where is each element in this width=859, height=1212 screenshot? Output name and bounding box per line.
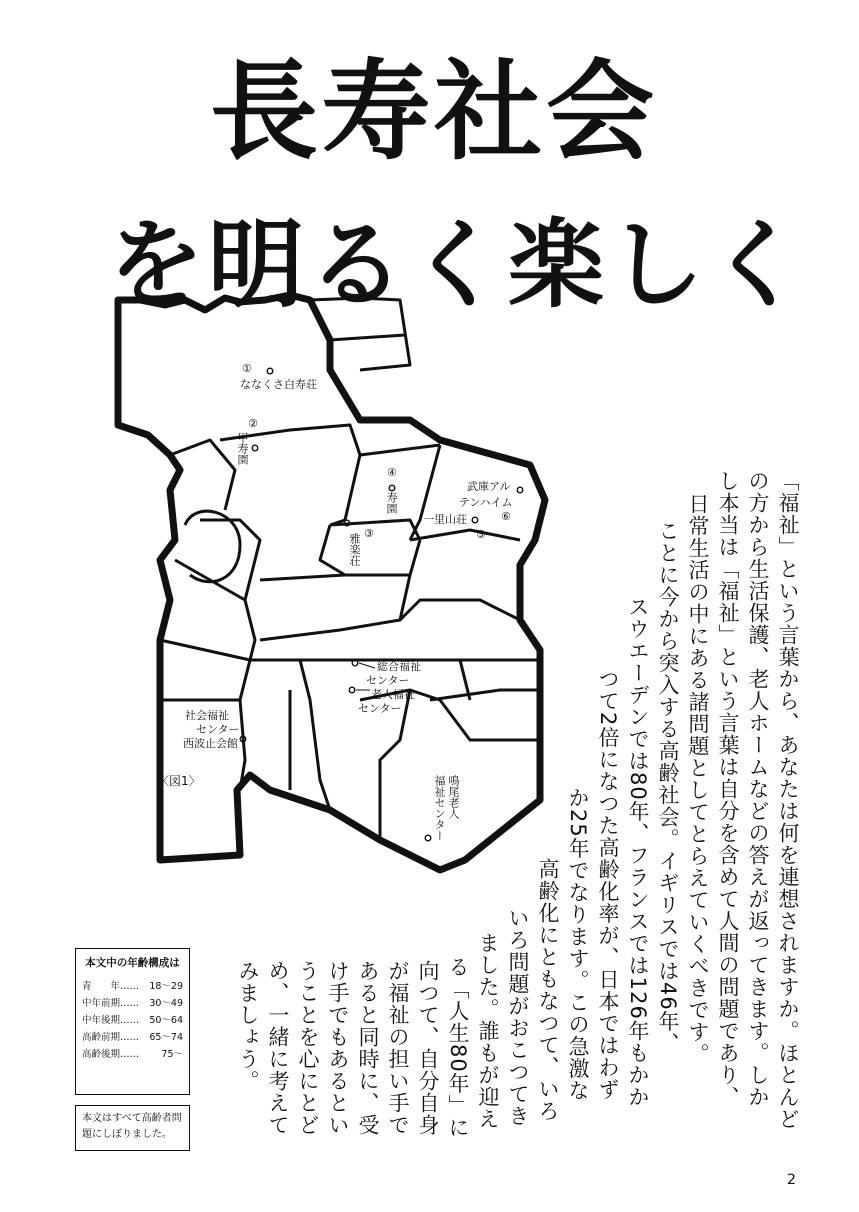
article-column: つて2倍になつた高齢化率が、日本ではわず <box>596 668 620 1101</box>
article-column: スウエーデンでは80年、フランスでは126年もかか <box>626 596 650 1108</box>
place-1-number: ① <box>242 362 252 375</box>
page-number: 2 <box>787 1172 796 1188</box>
elderly-welfare-center-line-2: センター <box>358 702 402 715</box>
map-district-lines <box>160 298 540 840</box>
article-column: し本当は「福祉」という言葉は自分を含めて人間の問題であり、 <box>716 470 740 1108</box>
note-box: 本文はすべて高齢者問題にしぼりました。 <box>75 1105 190 1151</box>
place-3-name: 雅楽荘 <box>348 533 361 566</box>
article-column: 高齢化にともなつて、いろ <box>536 858 560 1122</box>
place-2-name: 甲寿園 <box>236 432 249 465</box>
place-5-number: ⑤ <box>476 528 486 541</box>
naruo-center-line-2: 福祉センター <box>433 775 446 841</box>
place-4-number: ④ <box>387 466 397 479</box>
age-row-label: 高齢前期…… <box>82 1032 140 1043</box>
elderly-welfare-center-line-1: 老人福祉 <box>371 688 415 701</box>
place-6-name-line-2: テンハイム <box>459 496 513 509</box>
age-row <box>82 978 183 995</box>
place-1-name: ななくさ白寿荘 <box>240 378 317 391</box>
age-row <box>82 995 183 1012</box>
general-welfare-center-line-1: 総合福祉 <box>377 660 421 673</box>
place-2-number: ② <box>248 417 258 430</box>
age-row-range: 65～74 <box>149 1032 183 1043</box>
article-column: みましょう。 <box>236 960 260 1092</box>
age-box-title: 本文中の年齢構成は <box>85 957 180 969</box>
title-line-2: を明るく楽しく <box>108 209 808 321</box>
place-6-number: ⑥ <box>501 510 511 523</box>
article-column: ことに今から突入する高齢社会。イギリスでは46年、 <box>656 520 680 1055</box>
article-column: め、一緒に考えて <box>266 960 290 1136</box>
article-column: け手でもあるとい <box>326 960 350 1136</box>
age-row-label: 高齢後期…… <box>82 1049 140 1060</box>
social-welfare-center-line-2: センター <box>196 723 240 736</box>
age-row-range: 75～ <box>161 1049 183 1060</box>
social-welfare-center-line-3: 西波止会館 <box>183 737 238 750</box>
figure-label: 〈図1〉 <box>157 774 201 788</box>
place-5-name: 一里山荘 <box>423 513 467 526</box>
article-column: 「福祉」という言葉から、あなたは何を連想されますか。ほとんど <box>776 470 800 1130</box>
naruo-center-line-1: 鳴尾老人 <box>447 775 460 819</box>
social-welfare-center-line-1: 社会福祉 <box>185 709 229 722</box>
age-row <box>82 1012 183 1029</box>
place-4-name: 寿園 <box>385 492 398 514</box>
age-row-label: 青 年…… <box>82 981 140 992</box>
article-column: の方から生活保護、老人ホームなどの答えが返ってきます。しか <box>746 470 770 1108</box>
general-welfare-center-line-2: センター <box>366 674 410 687</box>
article-column: あると同時に、受 <box>356 960 380 1136</box>
article-column: ました。誰もが迎え <box>476 932 500 1130</box>
age-row <box>82 1046 183 1063</box>
article-column: る「人生80年」に <box>446 956 470 1139</box>
place-3-number: ③ <box>364 527 374 540</box>
title-line-1: 長寿社会 <box>210 50 659 175</box>
age-row-range: 18～29 <box>149 981 183 992</box>
age-row-range: 50～64 <box>149 1015 183 1026</box>
age-row-label: 中年後期…… <box>82 1015 140 1026</box>
article-column: うことを心にとど <box>296 960 320 1136</box>
age-row-label: 中年前期…… <box>82 998 140 1009</box>
place-6-name-line-1: 武庫アル <box>467 480 511 493</box>
article-column: いろ問題がおこつてき <box>506 907 530 1127</box>
age-composition-box <box>75 948 190 1095</box>
article-column: か25年でなります。この急激な <box>566 787 590 1102</box>
age-row-range: 30～49 <box>149 998 183 1009</box>
age-row <box>82 1029 183 1046</box>
article-column: 向つて、自分自身 <box>416 960 440 1136</box>
article-column: が福祉の担い手で <box>386 960 410 1136</box>
article-column: 日常生活の中にある諸問題としてとらえていくべきです。 <box>686 493 710 1065</box>
